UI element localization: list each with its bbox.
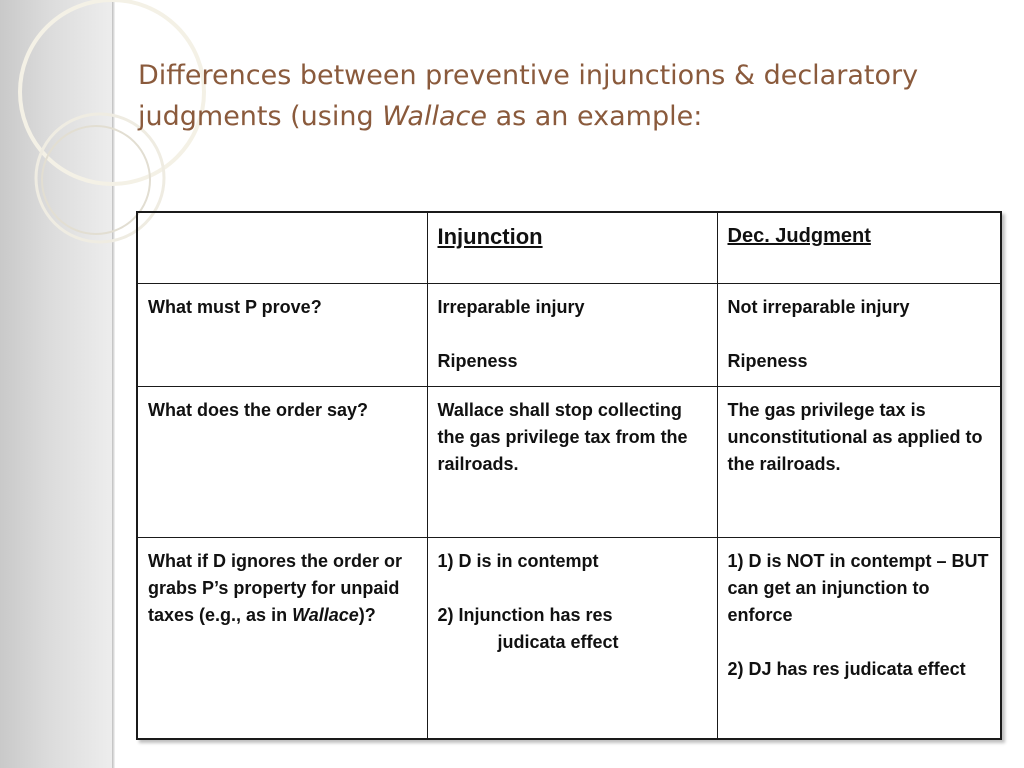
judgment-cell-order: The gas privilege tax is unconstitutional as applied to the railroads. — [717, 387, 1001, 538]
table-row — [137, 387, 1001, 538]
row-question-prove: What must P prove? — [137, 284, 427, 387]
slide-title-case-name: Wallace — [382, 101, 487, 132]
judgment-prove-item-2: Ripeness — [727, 351, 808, 371]
table-header-row — [137, 212, 1001, 284]
slide-title-part1: Differences between preventive injunctions & declaratory judgments (using — [138, 60, 919, 132]
injunction-ignore-item-1: 1) D is in contempt — [437, 551, 599, 571]
injunction-ignore-item-2-line-1: 2) Injunction has res — [437, 605, 613, 625]
question-ignore-case-name: Wallace — [292, 605, 359, 625]
spacer — [728, 629, 993, 656]
row-question-ignore — [137, 538, 427, 740]
judgment-cell-ignore — [717, 538, 1001, 740]
row-question-order: What does the order say? — [137, 387, 427, 538]
header-cell-empty — [137, 212, 427, 284]
injunction-ignore-item-2-line-2: judicata effect — [497, 632, 619, 652]
table-row — [137, 284, 1001, 387]
slide-title — [138, 55, 988, 137]
judgment-ignore-item-1-not: NOT — [786, 551, 825, 571]
header-injunction-label: Injunction — [437, 224, 543, 249]
question-ignore-part1: What if D ignores the order or grabs P’s property for unpaid taxes (e.g., as in — [148, 551, 403, 625]
comparison-table — [136, 211, 1002, 740]
judgment-ignore-item-1-post: in contempt – BUT can get an injunction to enforce — [727, 551, 989, 625]
header-cell-injunction — [427, 212, 717, 284]
header-cell-dec-judgment — [717, 212, 1001, 284]
spacer — [438, 321, 709, 348]
injunction-prove-item-1: Irreparable injury — [437, 297, 585, 317]
judgment-cell-prove — [717, 284, 1001, 387]
table-row — [137, 538, 1001, 740]
injunction-cell-order: Wallace shall stop collecting the gas privilege tax from the railroads. — [427, 387, 717, 538]
slide-title-part2: as an example: — [486, 101, 703, 132]
judgment-ignore-item-2: 2) DJ has res judicata effect — [727, 659, 966, 679]
injunction-cell-prove — [427, 284, 717, 387]
spacer — [728, 321, 993, 348]
question-ignore-part2: )? — [358, 605, 376, 625]
judgment-ignore-item-1-pre: 1) D is — [727, 551, 787, 571]
header-dec-judgment-label: Dec. Judgment — [727, 225, 871, 247]
judgment-ignore-item-1 — [728, 548, 993, 629]
spacer — [438, 575, 709, 602]
judgment-prove-item-1: Not irreparable injury — [727, 297, 910, 317]
injunction-prove-item-2: Ripeness — [437, 351, 518, 371]
injunction-cell-ignore — [427, 538, 717, 740]
